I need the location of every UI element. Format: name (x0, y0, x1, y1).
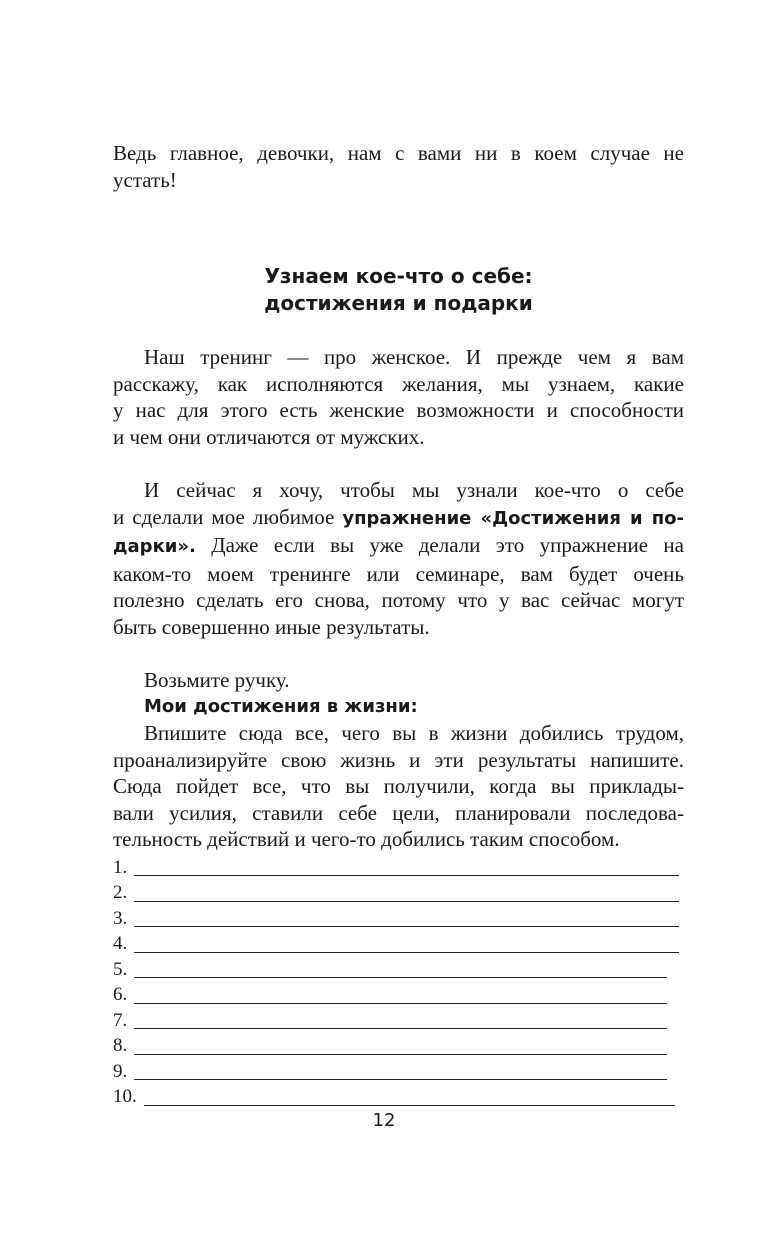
intro-paragraph (113, 140, 684, 193)
answer-line[interactable] (134, 1035, 667, 1055)
list-item-number: 3. (113, 907, 128, 929)
section-heading (113, 263, 684, 317)
section-heading-line-1: Узнаем кое-что о себе: (264, 264, 533, 288)
paragraph-training (113, 344, 684, 450)
list-item (113, 856, 684, 882)
list-item (113, 907, 684, 933)
list-item-number: 4. (113, 933, 128, 954)
paragraph-exercise-line-2 (113, 504, 684, 533)
answer-line[interactable] (134, 907, 679, 927)
answer-line[interactable] (134, 984, 667, 1004)
spacer (113, 317, 684, 344)
list-item (113, 983, 684, 1009)
list-item (113, 1009, 684, 1035)
list-item-number: 9. (113, 1060, 128, 1082)
answer-line[interactable] (144, 1086, 675, 1106)
answer-line[interactable] (134, 933, 679, 953)
instructions-line-5: тельность действий и чего-то добились таким способом. (113, 827, 620, 851)
list-item-number: 7. (113, 1009, 128, 1031)
paragraph-exercise-line-3-text: Даже если вы уже делали это упражнение на (195, 533, 684, 557)
list-item-number: 10. (113, 1086, 137, 1107)
list-item (113, 1060, 684, 1086)
exercise-name-part-1: упражнение «Достижения и по- (342, 507, 684, 529)
list-item-number: 2. (113, 882, 128, 903)
list-item (113, 932, 684, 958)
intro-line-1: Ведь главное, девочки, нам с вами ни в коем случае не (113, 141, 684, 165)
list-item (113, 1034, 684, 1060)
answer-line[interactable] (134, 882, 679, 902)
achievements-subheading: Мои достижения в жизни: (144, 695, 418, 717)
paragraph-exercise-line-1: И сейчас я хочу, чтобы мы узнали кое-что о себе (144, 478, 684, 502)
paragraph-exercise (113, 477, 684, 640)
instructions-line-2: проанализируйте свою жизнь и эти результаты напишите. (113, 747, 684, 772)
spacer (113, 450, 684, 477)
instructions-line-4: вали усилия, ставили себе цели, планировали последова- (113, 800, 684, 825)
list-item-number: 8. (113, 1035, 128, 1056)
instructions-line-3: Сюда пойдет все, что вы получили, когда вы приклады- (113, 774, 684, 798)
page-number: 12 (372, 1110, 396, 1131)
list-item-number: 1. (113, 856, 128, 878)
achievements-list (113, 856, 684, 1111)
list-item (113, 881, 684, 907)
exercise-name-part-2: дарки». (113, 536, 196, 557)
take-pen-line: Возьмите ручку. (144, 668, 290, 692)
paragraph-exercise-line-2-text: и сделали мое любимое (113, 504, 343, 529)
page-content (113, 140, 684, 1111)
answer-line[interactable] (134, 856, 679, 876)
spacer (113, 640, 684, 667)
paragraph-training-line-3: у нас для этого есть женские возможности и способности (113, 398, 684, 422)
paragraph-training-line-2: расскажу, как исполняются желания, мы узнаем, какие (113, 371, 684, 396)
instructions-line-1: Впишите сюда все, чего вы в жизни добились трудом, (144, 721, 684, 745)
answer-line[interactable] (134, 958, 667, 978)
list-item-number: 6. (113, 984, 128, 1005)
list-item-number: 5. (113, 958, 128, 980)
intro-line-2: устать! (113, 167, 177, 192)
list-item (113, 958, 684, 984)
answer-line[interactable] (134, 1009, 667, 1029)
answer-line[interactable] (134, 1060, 667, 1080)
paragraph-training-line-1: Наш тренинг — про женское. И прежде чем я вам (144, 345, 684, 369)
paragraph-training-line-4: и чем они отличаются от мужских. (113, 424, 425, 449)
paragraph-exercise-line-6: быть совершенно иные результаты. (113, 614, 430, 639)
section-heading-line-2: достижения и подарки (264, 291, 533, 315)
paragraph-exercise-line-4: каком-то моем тренинге или семинаре, вам будет очень (113, 561, 684, 586)
paragraph-exercise-line-3 (113, 532, 684, 561)
paragraph-exercise-line-5: полезно сделать его снова, потому что у вас сейчас могут (113, 588, 684, 612)
list-item (113, 1085, 684, 1111)
paragraph-instructions (113, 667, 684, 853)
